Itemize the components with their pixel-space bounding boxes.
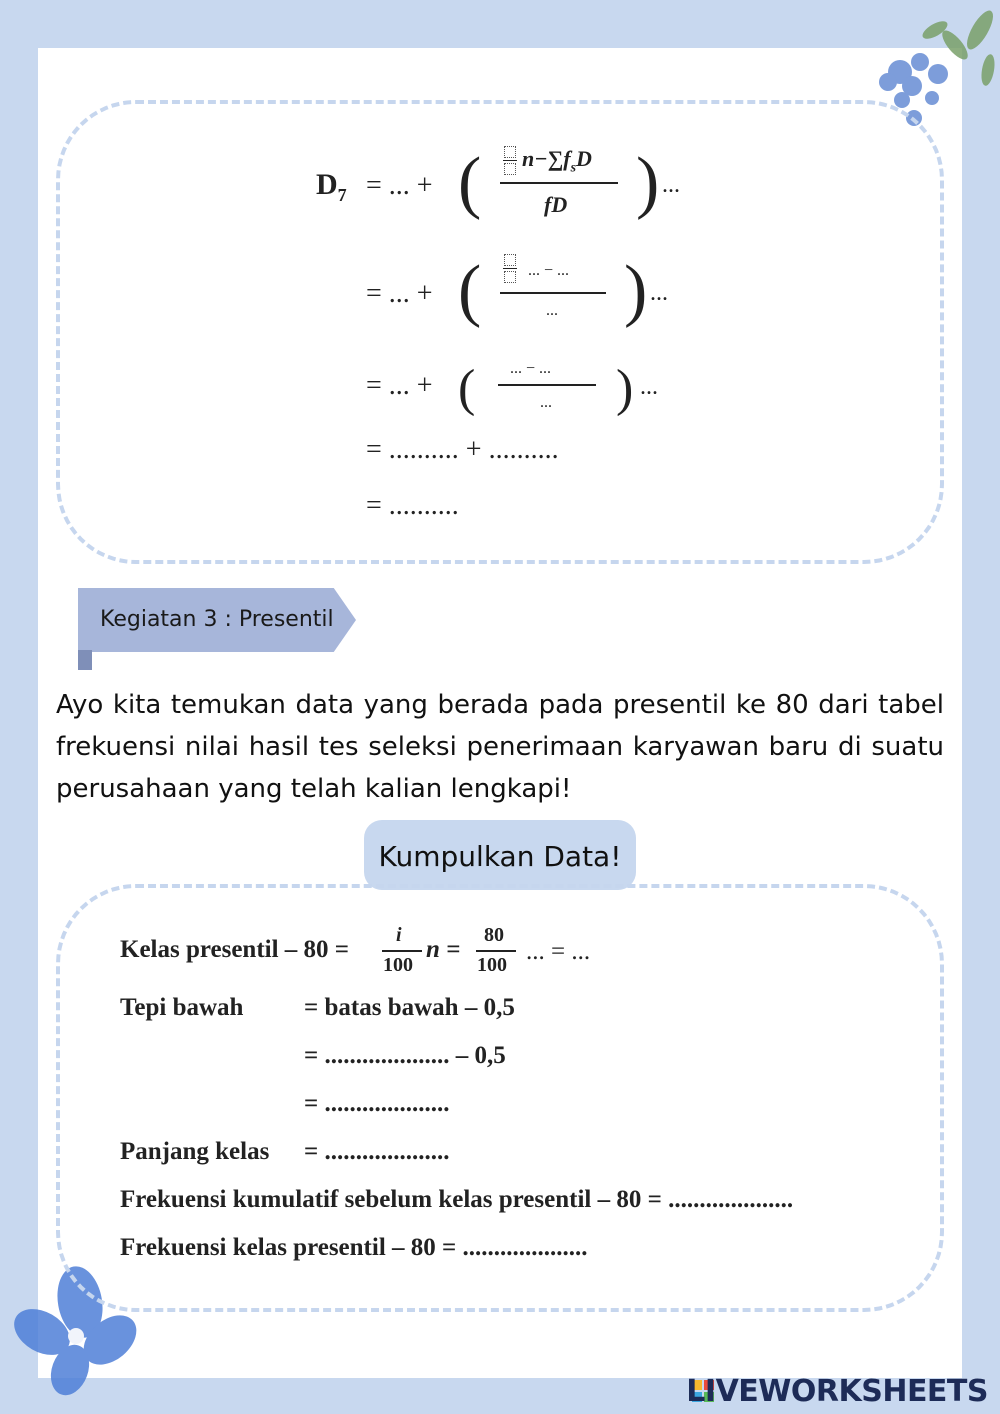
d7-line1-open-paren: (	[458, 144, 482, 221]
percentile-frac1-bar	[382, 950, 422, 952]
d7-line3-eq: = ... +	[366, 370, 433, 401]
collect-data-title: Kumpulkan Data!	[378, 840, 622, 873]
d7-line1-box-bottom	[504, 163, 516, 175]
d7-line3-numerator: ... − ...	[510, 360, 552, 377]
d7-line3-fraction-bar	[498, 384, 596, 386]
d7-line2-denominator: ...	[546, 302, 558, 319]
d7-label: $D_7$	[316, 168, 347, 205]
percentile-frac2-num: 80	[484, 924, 504, 946]
d7-line1-close-paren: )	[636, 144, 660, 221]
d7-line5[interactable]: = ..........	[366, 490, 459, 521]
percentile-row4-value[interactable]: = ....................	[304, 1090, 450, 1117]
percentile-row2-label: Tepi bawah	[120, 994, 244, 1021]
percentile-row2-value: = batas bawah – 0,5	[304, 994, 515, 1021]
d7-line1-denominator: fD	[544, 192, 568, 217]
d7-line1-box-top	[504, 146, 516, 158]
d7-line3-tail: ...	[640, 374, 658, 400]
d7-line1-fraction-bar	[500, 182, 618, 184]
d7-line2-tail: ...	[650, 280, 668, 306]
percentile-row1-label: Kelas presentil – 80 =	[120, 936, 350, 963]
d7-computation-box	[56, 100, 944, 564]
percentile-row5-label: Panjang kelas	[120, 1138, 270, 1165]
percentile-row5-value[interactable]: = ....................	[304, 1138, 450, 1165]
percentile-row3-value[interactable]: = .................... – 0,5	[304, 1042, 506, 1069]
percentile-frac2-den: 100	[477, 954, 507, 976]
d7-line3-close-paren: )	[616, 360, 634, 417]
d7-line2-fraction-bar	[500, 292, 606, 294]
liveworksheets-brand[interactable]: LIVEWORKSHEETS	[686, 1374, 988, 1409]
d7-line2-close-paren: )	[624, 252, 648, 329]
d7-line2-numerator: ... − ...	[528, 262, 570, 279]
activity-tag-fold	[78, 650, 92, 670]
activity-instruction: Ayo kita temukan data yang berada pada presentil ke 80 dari tabel frekuensi nilai hasil tes seleksi penerimaan karyawan baru di suatu perusahaan yang telah kalian lengkapi!	[56, 690, 944, 804]
d7-line2-mini-fraction	[503, 268, 517, 269]
d7-line1-eq: = ... +	[366, 170, 433, 201]
percentile-frac1-num: i	[396, 924, 402, 946]
percentile-row1-n: n =	[426, 936, 461, 963]
percentile-frac2-bar	[476, 950, 516, 952]
d7-line1-tail: ...	[662, 172, 680, 198]
d7-line3-open-paren: (	[458, 360, 476, 417]
d7-line2-box-bottom	[504, 271, 516, 283]
d7-line1-numerator: $n-\sum f_sD$	[522, 146, 592, 176]
d7-line2-box-top	[504, 254, 516, 266]
percentile-row7[interactable]: Frekuensi kelas presentil – 80 = ....................	[120, 1234, 588, 1261]
percentile-frac1-den: 100	[383, 954, 413, 976]
d7-line1-mini-fraction	[503, 160, 517, 161]
d7-line3-denominator: ...	[540, 394, 552, 411]
activity-tag-label: Kegiatan 3 : Presentil	[100, 607, 334, 632]
d7-line2-open-paren: (	[458, 252, 482, 329]
percentile-row1-tail[interactable]: ... = ...	[526, 938, 591, 965]
d7-line4[interactable]: = .......... + ..........	[366, 434, 559, 465]
d7-line2-eq: = ... +	[366, 278, 433, 309]
percentile-row6[interactable]: Frekuensi kumulatif sebelum kelas presentil – 80 = ....................	[120, 1186, 794, 1213]
